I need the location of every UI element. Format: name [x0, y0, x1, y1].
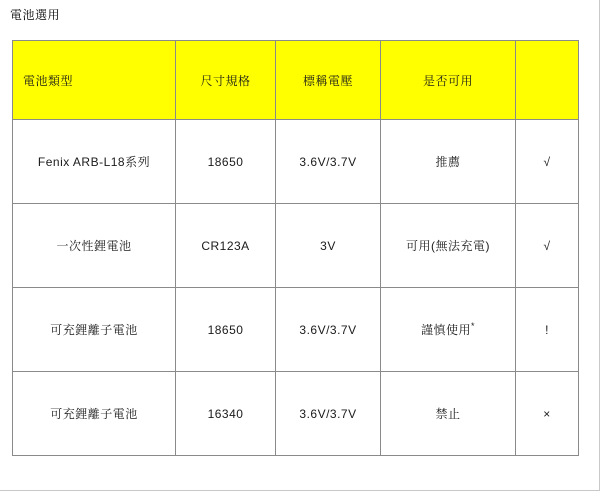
table-row [13, 204, 579, 288]
cell-usable: 禁止 [381, 372, 516, 456]
column-header-battery-type: 電池類型 [13, 41, 176, 120]
table-header-row [13, 41, 579, 120]
footnote-marker: * [471, 321, 476, 331]
table-row [13, 120, 579, 204]
cell-size: 16340 [176, 372, 276, 456]
cell-voltage: 3.6V/3.7V [276, 288, 381, 372]
column-header-mark [516, 41, 579, 120]
cell-usable-text: 謹慎使用 [420, 323, 471, 337]
column-header-voltage: 標稱電壓 [276, 41, 381, 120]
cell-mark: √ [516, 120, 579, 204]
cell-battery-type: Fenix ARB-L18系列 [13, 120, 176, 204]
table-header [13, 41, 579, 120]
table-row [13, 372, 579, 456]
cell-mark: ! [516, 288, 579, 372]
cell-usable: 推薦 [381, 120, 516, 204]
cell-usable: 可用(無法充電) [381, 204, 516, 288]
cell-size: 18650 [176, 288, 276, 372]
cell-battery-type: 一次性鋰電池 [13, 204, 176, 288]
table-row [13, 288, 579, 372]
column-header-usable: 是否可用 [381, 41, 516, 120]
battery-compatibility-table [12, 40, 579, 456]
cell-size: 18650 [176, 120, 276, 204]
cell-voltage: 3.6V/3.7V [276, 372, 381, 456]
cell-battery-type: 可充鋰離子電池 [13, 372, 176, 456]
cell-voltage: 3.6V/3.7V [276, 120, 381, 204]
cell-mark: √ [516, 204, 579, 288]
table-body [13, 120, 579, 456]
cell-usable [381, 288, 516, 372]
cell-battery-type: 可充鋰離子電池 [13, 288, 176, 372]
page-title: 電池選用 [10, 8, 61, 22]
cell-voltage: 3V [276, 204, 381, 288]
cell-mark: × [516, 372, 579, 456]
column-header-size: 尺寸規格 [176, 41, 276, 120]
cell-size: CR123A [176, 204, 276, 288]
battery-table-container [12, 40, 578, 456]
